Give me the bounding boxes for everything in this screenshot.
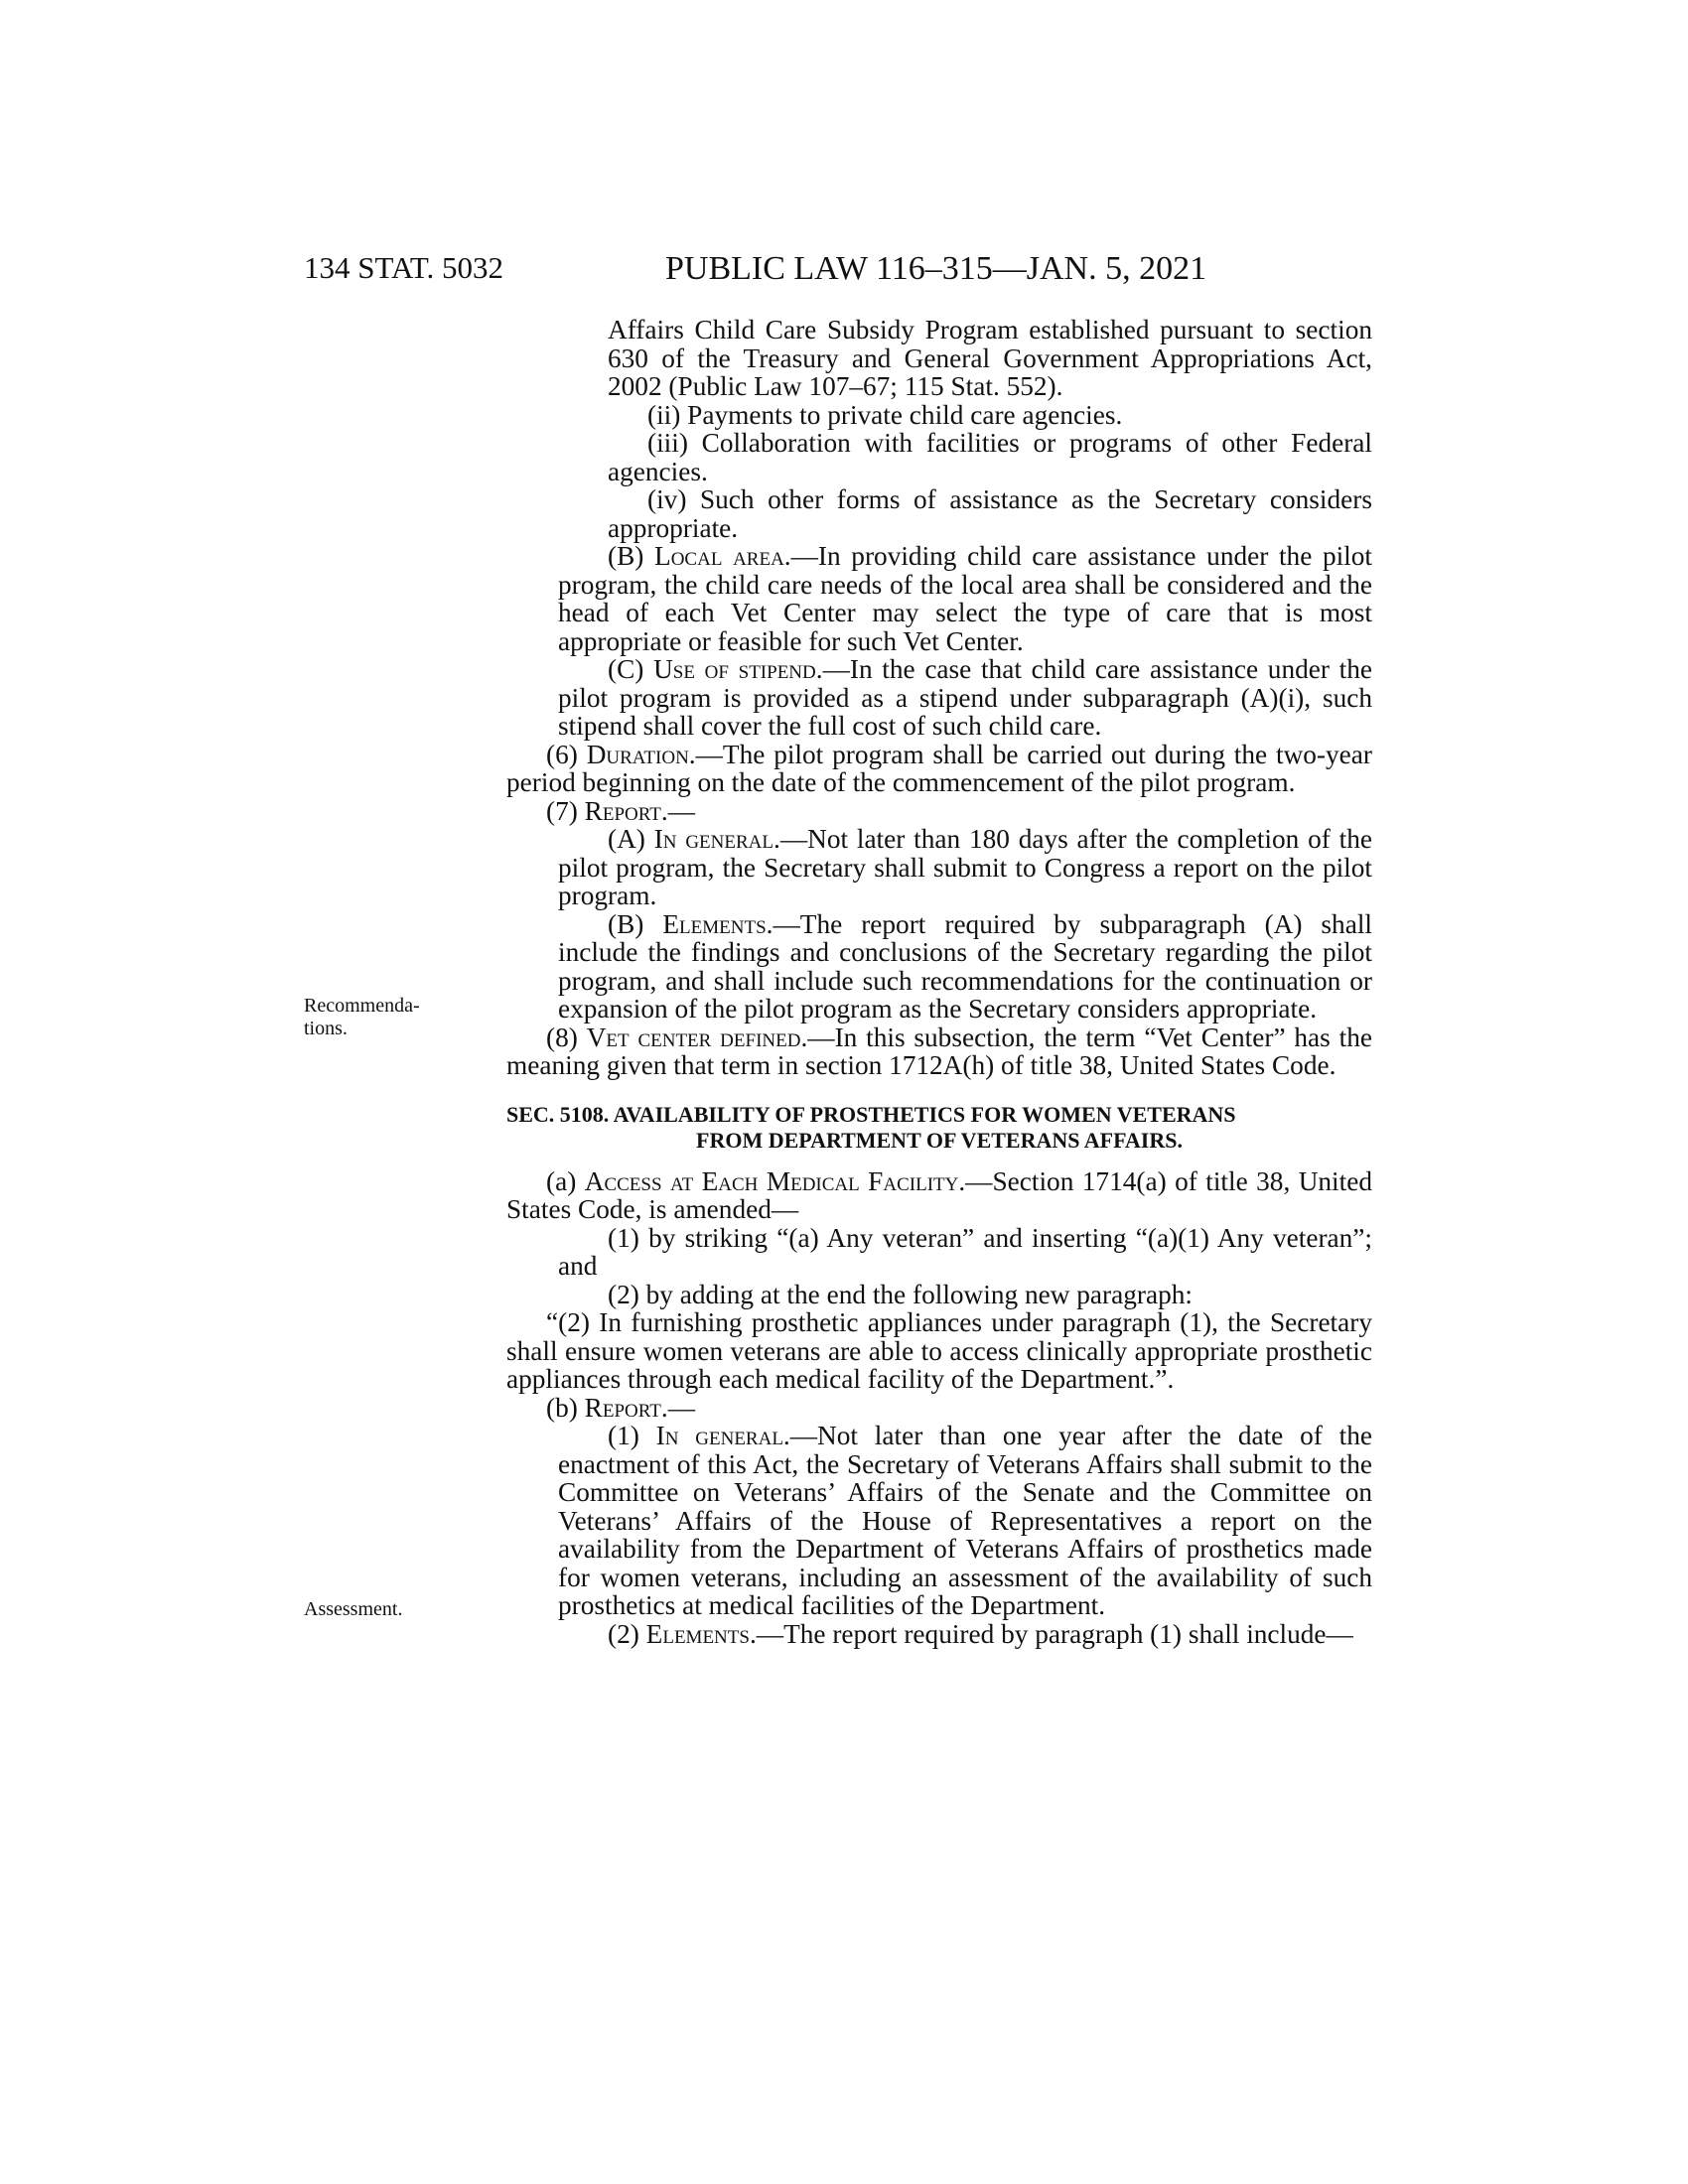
paragraph-7-a-in-general xyxy=(506,825,1372,910)
enumerator: (B) xyxy=(608,541,644,571)
paragraph-7-b-elements xyxy=(506,910,1372,1024)
enumerator: (A) xyxy=(608,824,645,854)
paragraph-text: The pilot program shall be carried out during the two-year period beginning on the date of the commencement of the pilot program. xyxy=(506,739,1372,797)
heading-duration: Duration. xyxy=(586,739,696,769)
amendment-2: (2) by adding at the end the following new paragraph: xyxy=(608,1279,1193,1309)
enumerator: (C) xyxy=(608,654,644,684)
paragraph-8-vet-center-defined xyxy=(506,1024,1372,1080)
paragraph-a-iii: (iii) Collaboration with facilities or programs of other Federal agencies. xyxy=(608,428,1372,486)
paragraph-text: Not later than one year after the date of the enactment of this Act, the Secretary of Veterans Affairs shall submit to the Committee on Veterans’ Affairs of the Senate and the Committee on Veterans’ Affairs of the House of Representatives a report on the availability from the Department of Veterans Affairs of prosthetics made for women veterans, including an assessment of the availability of such prosthetics at medical facilities of the Department. xyxy=(558,1421,1372,1620)
section-heading xyxy=(506,1102,1372,1154)
em-dash: — xyxy=(695,739,723,769)
em-dash: — xyxy=(667,795,696,826)
section-heading-line1: SEC. 5108. AVAILABILITY OF PROSTHETICS FOR WOMEN VETERANS xyxy=(506,1101,1236,1127)
stat-citation: 134 STAT. 5032 xyxy=(304,250,504,285)
enumerator: (B) xyxy=(608,908,644,939)
heading-in-general-b: In general. xyxy=(655,1421,790,1450)
paragraph-text: The report required by subparagraph (A) shall include the findings and conclusions of the Secretary regarding the pilot program, and shall include such recommendations for the continuation or expansion of the pilot program as the Secretary considers appropriate. xyxy=(558,908,1372,1024)
enumerator: (1) xyxy=(608,1421,639,1450)
page-header xyxy=(0,250,1688,290)
em-dash: — xyxy=(667,1392,696,1423)
paragraph-text: The report required by paragraph (1) shall include— xyxy=(783,1618,1353,1649)
inserted-paragraph: “(2) In furnishing prosthetic appliances under paragraph (1), the Secretary shall ensure women veterans are able to access clinically appropriate prosthetic appliances through each medical facility of the Department.”. xyxy=(506,1307,1372,1394)
paragraph-7-report xyxy=(506,797,1372,826)
paragraph-c-use-of-stipend xyxy=(506,655,1372,741)
heading-in-general: In general. xyxy=(653,824,780,854)
enumerator: (6) xyxy=(546,739,578,769)
em-dash: — xyxy=(790,541,818,571)
statute-body xyxy=(506,316,1372,1648)
enumerator: (a) xyxy=(546,1165,577,1196)
em-dash: — xyxy=(965,1165,993,1196)
em-dash: — xyxy=(773,908,800,939)
margin-note-recommendations: Recommenda- tions. xyxy=(304,995,420,1039)
heading-use-of-stipend: Use of stipend. xyxy=(653,654,823,684)
heading-report: Report. xyxy=(584,795,668,826)
heading-report-b: Report. xyxy=(584,1392,668,1423)
paragraph-text: In this subsection, the term “Vet Center” has the meaning given that term in section 1712A(h) of title 38, United States Code. xyxy=(506,1022,1372,1080)
paragraph-a-iv: (iv) Such other forms of assistance as the Secretary considers appropriate. xyxy=(608,484,1372,543)
subsection-b-1-in-general xyxy=(506,1422,1372,1620)
heading-vet-center-defined: Vet center defined. xyxy=(586,1022,808,1052)
subsection-b-report xyxy=(506,1394,1372,1423)
enumerator: (2) xyxy=(608,1618,639,1649)
heading-elements-b: Elements. xyxy=(645,1618,757,1649)
heading-access: Access at Each Medical Facility. xyxy=(584,1165,966,1196)
enumerator: (7) xyxy=(546,795,578,826)
em-dash: — xyxy=(822,654,850,684)
paragraph-b-local-area xyxy=(506,542,1372,655)
subsection-b-2-elements xyxy=(506,1620,1372,1649)
margin-note-assessment: Assessment. xyxy=(304,1598,403,1620)
paragraph-6-duration xyxy=(506,741,1372,797)
paragraph-text: Section 1714(a) of title 38, United States Code, is amended— xyxy=(506,1165,1372,1224)
em-dash: — xyxy=(756,1618,784,1649)
law-title: PUBLIC LAW 116–315—JAN. 5, 2021 xyxy=(665,250,1207,287)
heading-elements: Elements. xyxy=(662,908,774,939)
paragraph-a-ii: (ii) Payments to private child care agencies. xyxy=(647,399,1123,430)
em-dash: — xyxy=(789,1421,818,1450)
em-dash: — xyxy=(779,824,808,854)
paragraph-text: In the case that child care assistance under the pilot program is provided as a stipend under subparagraph (A)(i), such stipend shall cover the full cost of such child care. xyxy=(558,654,1372,741)
amendment-1: (1) by striking “(a) Any veteran” and inserting “(a)(1) Any veteran”; and xyxy=(558,1222,1372,1281)
subsection-a-access xyxy=(506,1167,1372,1224)
enumerator: (8) xyxy=(546,1022,578,1052)
paragraph-text: Not later than 180 days after the completion of the pilot program, the Secretary shall submit to Congress a report on the pilot program. xyxy=(558,824,1372,910)
heading-local-area: Local area. xyxy=(654,541,791,571)
section-heading-line2: FROM DEPARTMENT OF VETERANS AFFAIRS. xyxy=(696,1127,1183,1153)
paragraph-text: In providing child care assistance under the pilot program, the child care needs of the local area shall be considered and the head of each Vet Center may select the type of care that is most appropriate or feasible for such Vet Center. xyxy=(558,541,1373,656)
paragraph-a-i-continued: Affairs Child Care Subsidy Program established pursuant to section 630 of the Treasury and General Government Appropriations Act, 2002 (Public Law 107–67; 115 Stat. 552). xyxy=(608,315,1372,401)
em-dash: — xyxy=(807,1022,835,1052)
enumerator: (b) xyxy=(546,1392,578,1423)
